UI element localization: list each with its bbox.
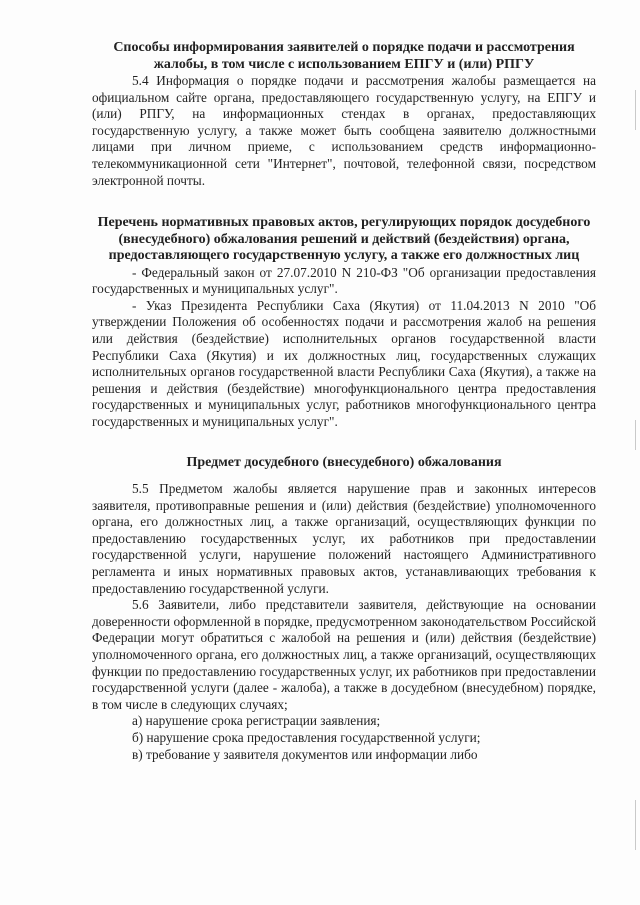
- paragraph-federal-law: - Федеральный закон от 27.07.2010 N 210-ФЗ "Об организации предоставления государственных и муниципальных услуг".: [92, 264, 596, 297]
- scan-edge-mark: [635, 90, 636, 130]
- paragraph-5-6: 5.6 Заявители, либо представители заявителя, действующие на основании доверенности оформленной в порядке, предусмотренном законодательством Российской Федерации могут обратиться с жалобой на решения и (или) действия (бездействие) уполномоченного органа, его должностных лиц, а также организаций, осуществляющих функции по предоставлению государственных услуг, их работников при предоставлении государственной услуги (далее - жалоба), а также в досудебном (внесудебном) порядке, в том числе в следующих случаях;: [92, 597, 596, 712]
- list-item-b: б) нарушение срока предоставления государственной услуги;: [132, 730, 481, 745]
- section-heading-legal-acts: Перечень нормативных правовых актов, регулирующих порядок досудебного (внесудебного) обжалования решений и действий (бездействия) органа, предоставляющего государственную услугу, а также его должностных лиц: [97, 215, 591, 264]
- paragraph-presidential-decree: - Указ Президента Республики Саха (Якутия) от 11.04.2013 N 2010 "Об утверждении Положения об особенностях подачи и рассмотрения жалоб на решения или действия (бездействие) исполнительных органов государственной власти Республики Саха (Якутия) и их должностных лиц, государственных служащих исполнительных органов государственной власти Республики Саха (Якутия), а также на решения и действия (бездействие) многофункционального центра предоставления государственных и муниципальных услуг, работников многофункционального центра государственных и муниципальных услуг".: [92, 297, 596, 429]
- scan-edge-mark: [635, 420, 636, 450]
- section-heading-subject-of-appeal: Предмет досудебного (внесудебного) обжалования: [186, 454, 502, 470]
- paragraph-5-5: 5.5 Предметом жалобы является нарушение прав и законных интересов заявителя, противоправные решения и (или) действия (бездействие) уполномоченного органа, его должностных лиц, а также организаций, осуществляющих функции по предоставлению государственных услуг, их работников при предоставлении государственной услуги, нарушение положений настоящего Административного регламента и иных нормативных правовых актов, устанавливающих требования к предоставлению государственной услуги.: [92, 481, 596, 596]
- paragraph-5-4: 5.4 Информация о порядке подачи и рассмотрения жалобы размещается на официальном сайте органа, предоставляющего государственную услугу, на ЕПГУ и (или) РПГУ, на информационных стендах в органах, предоставляющих государственную услугу, а также может быть сообщена заявителю должностными лицами при личном приеме, с использованием средств информационно-телекоммуникационной сети "Интернет", почтовой, телефонной связи, посредством электронной почты.: [92, 73, 596, 188]
- list-item-c: в) требование у заявителя документов или информации либо: [132, 746, 478, 762]
- list-item-a: а) нарушение срока регистрации заявления;: [132, 713, 381, 729]
- document-content: [92, 40, 596, 763]
- scan-edge-mark: [635, 800, 636, 850]
- section-heading-complaint-info: Способы информирования заявителей о порядке подачи и рассмотрения жалобы, в том числе с использованием ЕПГУ и (или) РПГУ: [113, 40, 575, 72]
